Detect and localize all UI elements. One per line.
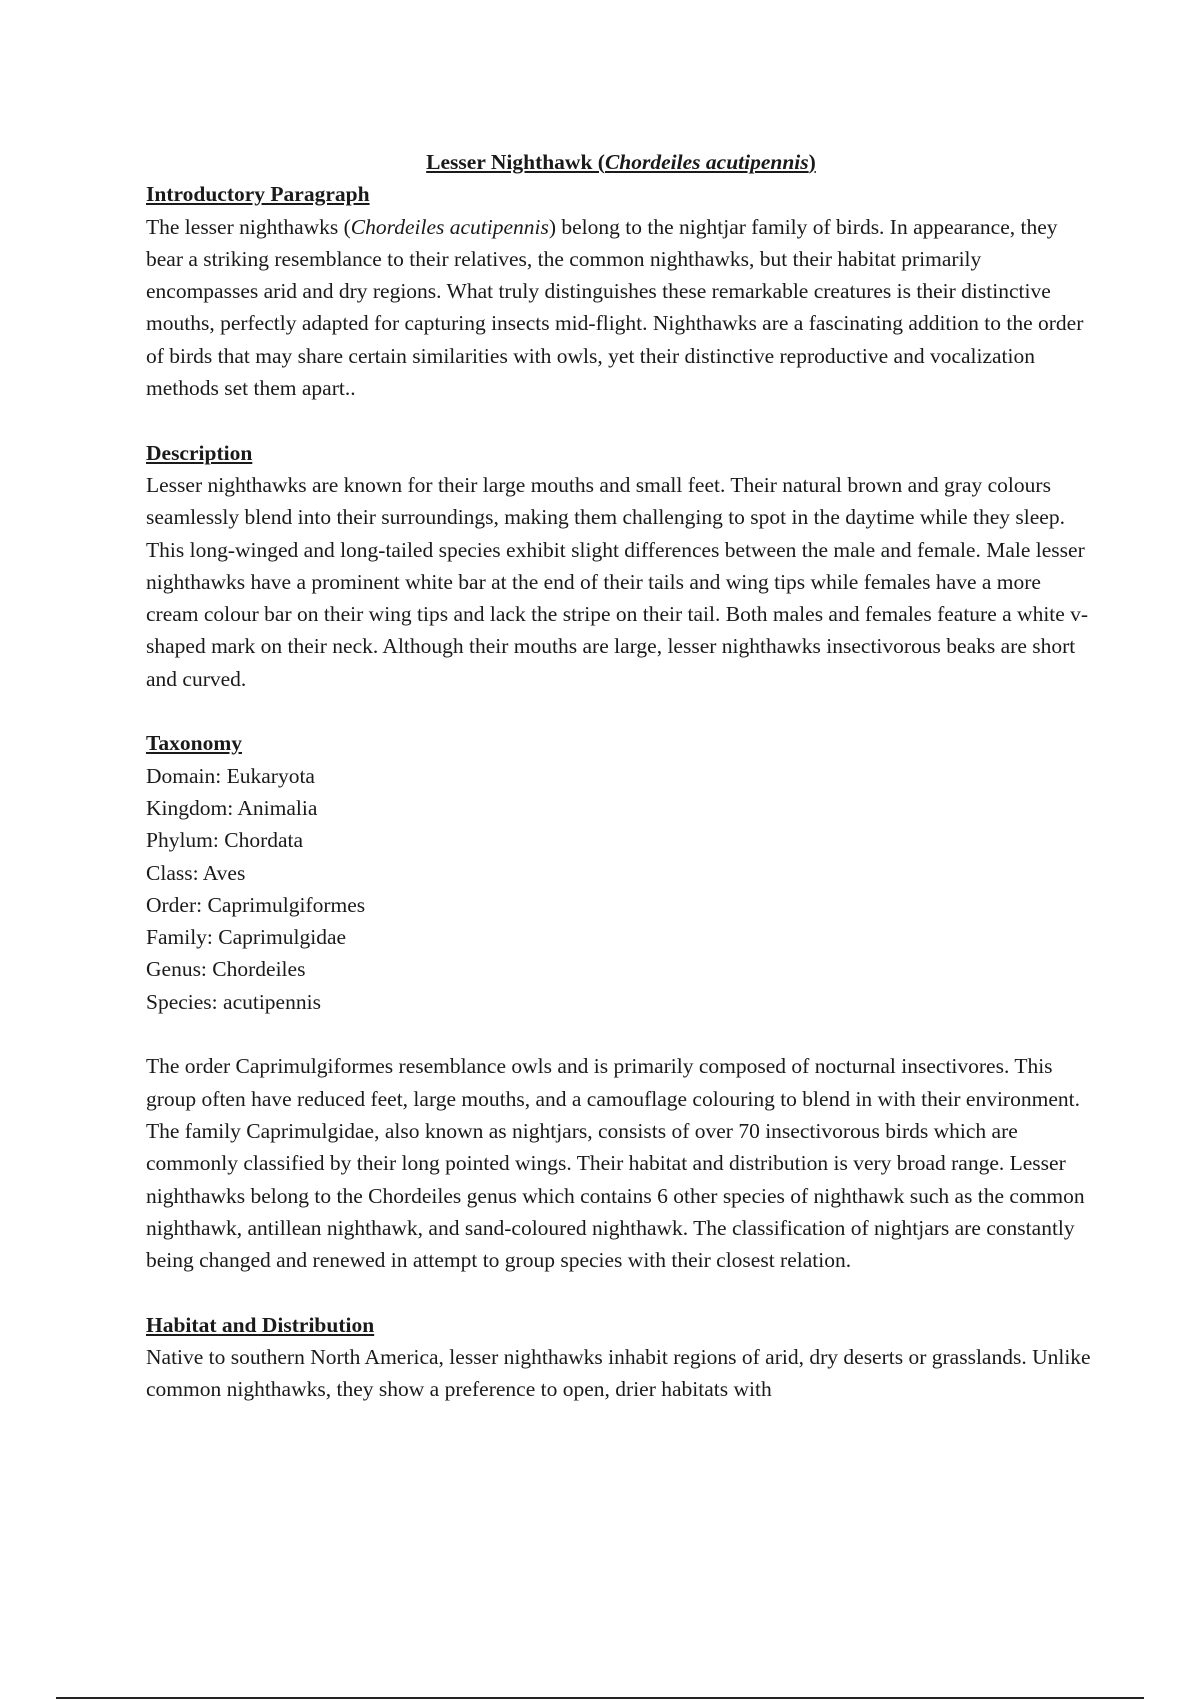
section-spacer: [146, 1018, 1096, 1050]
page-title: [146, 146, 1096, 178]
description-heading: Description: [146, 440, 253, 465]
title-prefix: Lesser Nighthawk (: [426, 150, 605, 174]
description-paragraph: Lesser nighthawks are known for their large mouths and small feet. Their natural brown and gray colours seamlessly blend into their surroundings, making them challenging to spot in the daytime while they sleep. This long-winged and long-tailed species exhibit slight differences between the male and female. Male lesser nighthawks have a prominent white bar at the end of their tails and wing tips while females have a more cream colour bar on their wing tips and lack the stripe on their tail. Both males and females feature a white v-shaped mark on their neck. Although their mouths are large, lesser nighthawks insectivorous beaks are short and curved.: [146, 472, 1089, 691]
intro-paragraph: [146, 211, 1096, 405]
section-spacer: [146, 695, 1096, 727]
section-spacer: [146, 404, 1096, 436]
intro-text-before: The lesser nighthawks (: [146, 214, 351, 239]
taxonomy-paragraph: The order Caprimulgiformes resemblance owls and is primarily composed of nocturnal insectivores. This group often have reduced feet, large mouths, and a camouflage colouring to blend in with their environment. The family Caprimulgidae, also known as nightjars, consists of over 70 insectivorous birds which are commonly classified by their long pointed wings. Their habitat and distribution is very broad range. Lesser nighthawks belong to the Chordeiles genus which contains 6 other species of nighthawk such as the common nighthawk, antillean nighthawk, and sand-coloured nighthawk. The classification of nightjars are constantly being changed and renewed in attempt to group species with their closest relation.: [146, 1054, 1085, 1273]
intro-latin-name: Chordeiles acutipennis: [350, 214, 549, 239]
taxonomy-list: [146, 760, 1096, 1018]
section-spacer: [146, 1276, 1096, 1308]
taxonomy-item-species: Species: acutipennis: [146, 989, 321, 1014]
taxonomy-item-domain: Domain: Eukaryota: [146, 763, 315, 788]
page-bottom-rule: [56, 1697, 1144, 1699]
title-suffix: ): [808, 150, 816, 174]
taxonomy-item-genus: Genus: Chordeiles: [146, 957, 306, 982]
taxonomy-heading: Taxonomy: [146, 731, 242, 756]
intro-text-after: ) belong to the nightjar family of birds. In appearance, they bear a striking resemblance to their relatives, the common nighthawks, but their habitat primarily encompasses arid and dry regions. What truly distinguishes these remarkable creatures is their distinctive mouths, perfectly adapted for capturing insects mid-flight. Nighthawks are a fascinating addition to the order of birds that may share certain similarities with owls, yet their distinctive reproductive and vocalization methods set them apart..: [146, 214, 1084, 401]
taxonomy-item-class: Class: Aves: [146, 860, 246, 885]
title-latin-name: Chordeiles acutipennis: [604, 150, 809, 174]
taxonomy-item-family: Family: Caprimulgidae: [146, 925, 347, 950]
habitat-paragraph: Native to southern North America, lesser nighthawks inhabit regions of arid, dry deserts or grasslands. Unlike common nighthawks, they show a preference to open, drier habitats with: [146, 1344, 1091, 1402]
taxonomy-item-order: Order: Caprimulgiformes: [146, 892, 366, 917]
document-page: [146, 146, 1096, 1406]
taxonomy-item-kingdom: Kingdom: Animalia: [146, 795, 318, 820]
taxonomy-item-phylum: Phylum: Chordata: [146, 828, 304, 853]
intro-heading: Introductory Paragraph: [146, 182, 370, 207]
habitat-heading: Habitat and Distribution: [146, 1312, 375, 1337]
